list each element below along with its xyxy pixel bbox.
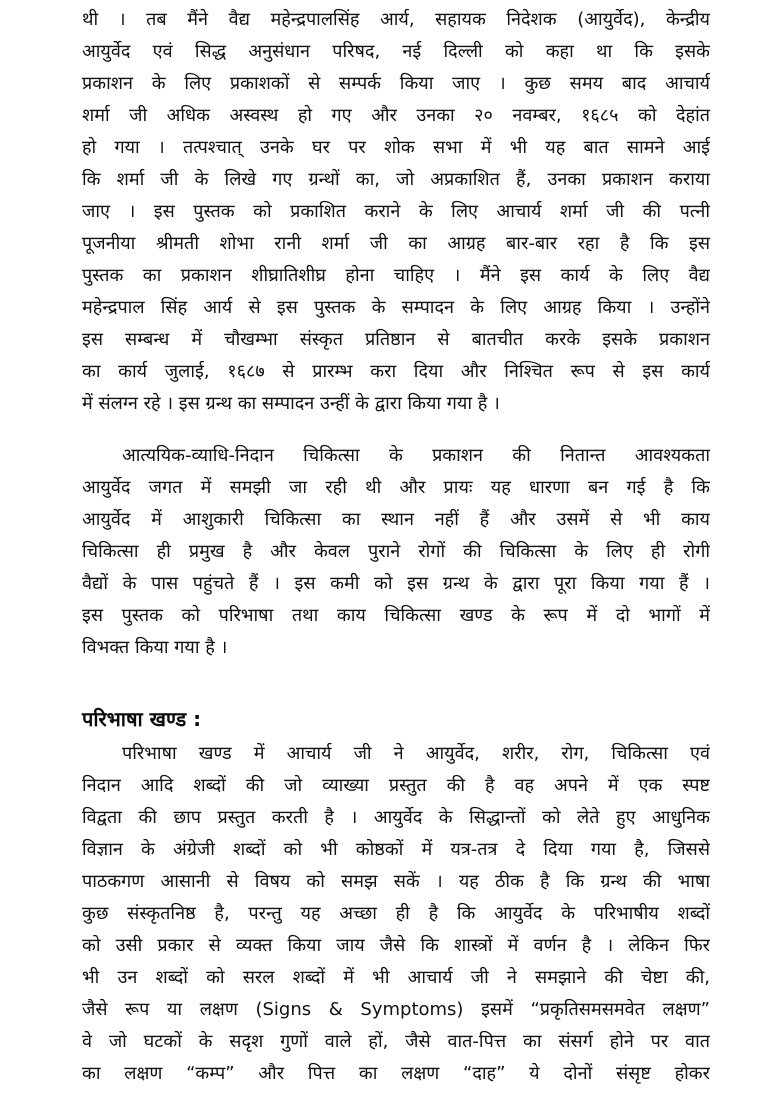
paragraph-2-line: विभक्त किया गया है । — [82, 637, 228, 658]
paragraph-2-line: आयुर्वेद में आशुकारी चिकित्सा का स्थान नहीं हैं और उसमें से भी काय — [82, 509, 710, 530]
paragraph-3-line: कुछ संस्कृतनिष्ठ है, परन्तु यह अच्छा ही है कि आयुर्वेद के परिभाषीय शब्दों — [82, 903, 710, 924]
paragraph-2-line: वैद्यों के पास पहुंचते हैं । इस कमी को इस ग्रन्थ के द्वारा पूरा किया गया हैं । — [82, 573, 710, 594]
paragraph-2-line: इस पुस्तक को परिभाषा तथा काय चिकित्सा खण्ड के रूप में दो भागों में — [82, 605, 710, 626]
paragraph-3-line: जैसे रूप या लक्षण (Signs & Symptoms) इसमें “प्रकृतिसमसमवेत लक्षण” — [82, 999, 710, 1020]
paragraph-3-line: का लक्षण “कम्प” और पित्त का लक्षण “दाह” ये दोनों संसृष्ट होकर — [82, 1063, 710, 1084]
paragraph-1-line: पुस्तक का प्रकाशन शीघ्रातिशीघ्र होना चाहिए । मैंने इस कार्य के लिए वैद्य — [82, 265, 710, 286]
paragraph-1-line: शर्मा जी अधिक अस्वस्थ हो गए और उनका २० नवम्बर, १६८५ को देहांत — [82, 105, 710, 126]
paragraph-1-line: प्रकाशन के लिए प्रकाशकों से सम्पर्क किया जाए । कुछ समय बाद आचार्य — [82, 73, 710, 94]
paragraph-1-line: महेन्द्रपाल सिंह आर्य से इस पुस्तक के सम्पादन के लिए आग्रह किया । उन्होंने — [82, 297, 710, 318]
section-heading: परिभाषा खण्ड : — [82, 707, 202, 731]
paragraph-1-line: जाए । इस पुस्तक को प्रकाशित कराने के लिए आचार्य शर्मा जी की पत्नी — [82, 201, 710, 222]
paragraph-3-line: निदान आदि शब्दों की जो व्याख्या प्रस्तुत की है वह अपने में एक स्पष्ट — [82, 775, 710, 796]
paragraph-3-line: विज्ञान के अंग्रेजी शब्दों को भी कोष्ठकों में यत्र-तत्र दे दिया गया है, जिससे — [82, 839, 710, 860]
paragraph-3-line: भी उन शब्दों को सरल शब्दों में भी आचार्य जी ने समझाने की चेष्टा की, — [82, 967, 710, 988]
paragraph-3-line: वे जो घटकों के सदृश गुणों वाले हों, जैसे वात-पित्त का संसर्ग होने पर वात — [82, 1031, 710, 1052]
paragraph-1-line: का कार्य जुलाई, १६८७ से प्रारम्भ करा दिया और निश्चित रूप से इस कार्य — [82, 361, 710, 382]
paragraph-1-line: कि शर्मा जी के लिखे गए ग्रन्थों का, जो अप्रकाशित हैं, उनका प्रकाशन कराया — [82, 169, 710, 190]
paragraph-2-line: आयुर्वेद जगत में समझी जा रही थी और प्रायः यह धारणा बन गई है कि — [82, 477, 710, 498]
paragraph-1-line: पूजनीया श्रीमती शोभा रानी शर्मा जी का आग्रह बार-बार रहा है कि इस — [82, 233, 710, 254]
paragraph-1-line: इस सम्बन्ध में चौखम्भा संस्कृत प्रतिष्ठान से बातचीत करके इसके प्रकाशन — [82, 329, 710, 350]
paragraph-1-line: आयुर्वेद एवं सिद्ध अनुसंधान परिषद, नई दिल्ली को कहा था कि इसके — [82, 41, 710, 62]
paragraph-3-line: को उसी प्रकार से व्यक्त किया जाय जैसे कि शास्त्रों में वर्णन है । लेकिन फिर — [82, 935, 710, 956]
paragraph-3-line: पाठकगण आसानी से विषय को समझ सकें । यह ठीक है कि ग्रन्थ की भाषा — [82, 871, 710, 892]
paragraph-1-line: हो गया । तत्पश्चात् उनके घर पर शोक सभा में भी यह बात सामने आई — [82, 137, 710, 158]
paragraph-2-line: चिकित्सा ही प्रमुख है और केवल पुराने रोगों की चिकित्सा के लिए ही रोगी — [82, 541, 710, 562]
paragraph-1-line: थी । तब मैंने वैद्य महेन्द्रपालसिंह आर्य, सहायक निदेशक (आयुर्वेद), केन्द्रीय — [82, 9, 710, 30]
paragraph-3-line: विद्वता की छाप प्रस्तुत करती है । आयुर्वेद के सिद्धान्तों को लेते हुए आधुनिक — [82, 807, 710, 828]
paragraph-3-line: परिभाषा खण्ड में आचार्य जी ने आयुर्वेद, शरीर, रोग, चिकित्सा एवं — [122, 743, 710, 764]
paragraph-1-line: में संलग्न रहे । इस ग्रन्थ का सम्पादन उन्हीं के द्वारा किया गया है । — [82, 393, 500, 414]
paragraph-2-line: आत्ययिक-व्याधि-निदान चिकित्सा के प्रकाशन की नितान्त आवश्यकता — [122, 445, 710, 466]
